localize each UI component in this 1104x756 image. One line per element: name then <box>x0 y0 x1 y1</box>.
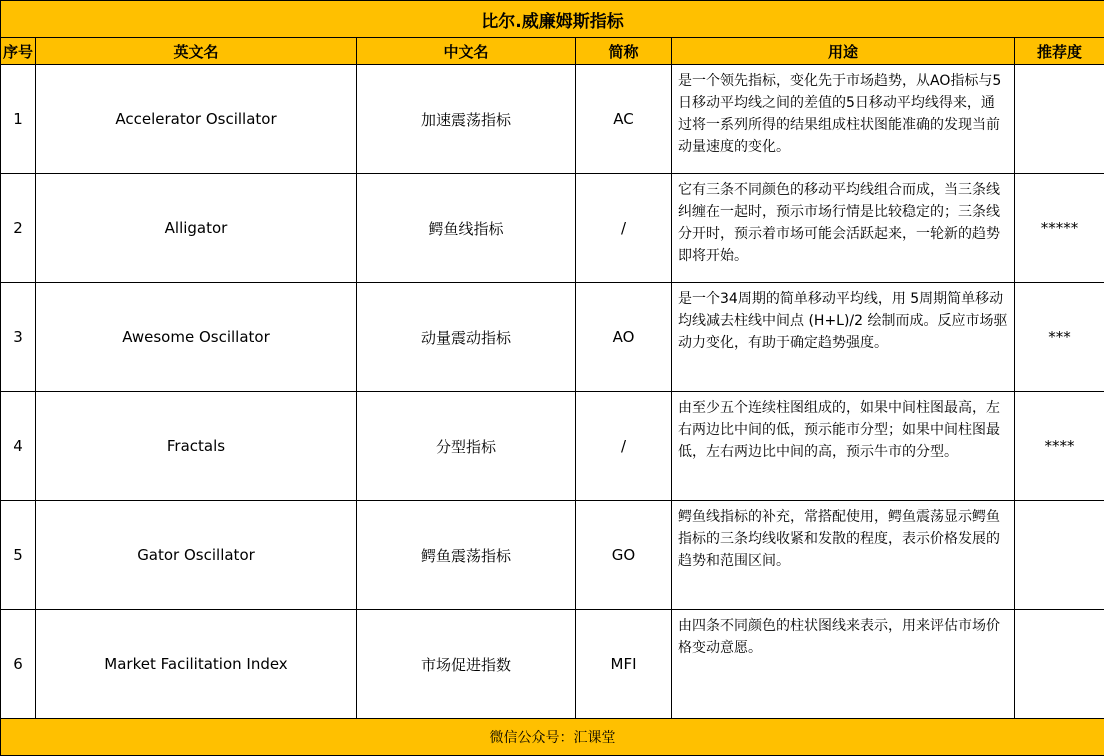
table-row <box>1 610 1104 719</box>
cell-chinese-name: 鳄鱼震荡指标 <box>357 501 576 610</box>
cell-rating: ***** <box>1015 174 1104 283</box>
cell-index: 4 <box>1 392 36 501</box>
cell-abbreviation: AO <box>576 283 672 392</box>
cell-usage: 由至少五个连续柱图组成的，如果中间柱图最高，左右两边比中间的低，预示能市分型；如果中间柱图最低，左右两边比中间的高，预示牛市的分型。 <box>672 392 1015 501</box>
cell-rating: *** <box>1015 283 1104 392</box>
cell-english-name: Fractals <box>36 392 357 501</box>
header-abbreviation: 简称 <box>576 38 672 65</box>
cell-abbreviation: / <box>576 392 672 501</box>
cell-rating <box>1015 65 1104 174</box>
cell-english-name: Alligator <box>36 174 357 283</box>
cell-index: 3 <box>1 283 36 392</box>
table-row <box>1 392 1104 501</box>
cell-chinese-name: 加速震荡指标 <box>357 65 576 174</box>
cell-english-name: Market Facilitation Index <box>36 610 357 719</box>
cell-index: 2 <box>1 174 36 283</box>
cell-english-name: Accelerator Oscillator <box>36 65 357 174</box>
cell-chinese-name: 市场促进指数 <box>357 610 576 719</box>
cell-rating <box>1015 610 1104 719</box>
cell-abbreviation: / <box>576 174 672 283</box>
cell-chinese-name: 鳄鱼线指标 <box>357 174 576 283</box>
table-row <box>1 283 1104 392</box>
table-row <box>1 501 1104 610</box>
cell-chinese-name: 分型指标 <box>357 392 576 501</box>
cell-index: 5 <box>1 501 36 610</box>
cell-usage: 鳄鱼线指标的补充，常搭配使用，鳄鱼震荡显示鳄鱼指标的三条均线收紧和发散的程度，表示价格发展的趋势和范围区间。 <box>672 501 1015 610</box>
header-row <box>1 38 1104 65</box>
header-english-name: 英文名 <box>36 38 357 65</box>
cell-index: 1 <box>1 65 36 174</box>
header-usage: 用途 <box>672 38 1015 65</box>
header-index: 序号 <box>1 38 36 65</box>
cell-usage: 是一个领先指标，变化先于市场趋势，从AO指标与5日移动平均线之间的差值的5日移动平均线得来，通过将一系列所得的结果组成柱状图能准确的发现当前动量速度的变化。 <box>672 65 1015 174</box>
cell-index: 6 <box>1 610 36 719</box>
table-row <box>1 174 1104 283</box>
header-rating: 推荐度 <box>1015 38 1104 65</box>
cell-abbreviation: MFI <box>576 610 672 719</box>
table-title: 比尔.威廉姆斯指标 <box>1 1 1104 38</box>
header-chinese-name: 中文名 <box>357 38 576 65</box>
cell-english-name: Awesome Oscillator <box>36 283 357 392</box>
cell-chinese-name: 动量震动指标 <box>357 283 576 392</box>
table-footer: 微信公众号：汇课堂 <box>1 719 1104 756</box>
cell-usage: 由四条不同颜色的柱状图线来表示，用来评估市场价格变动意愿。 <box>672 610 1015 719</box>
cell-rating: **** <box>1015 392 1104 501</box>
cell-abbreviation: AC <box>576 65 672 174</box>
cell-usage: 是一个34周期的简单移动平均线，用 5周期简单移动均线减去柱线中间点 (H+L)/2 绘制而成。反应市场驱动力变化，有助于确定趋势强度。 <box>672 283 1015 392</box>
cell-rating <box>1015 501 1104 610</box>
cell-english-name: Gator Oscillator <box>36 501 357 610</box>
cell-abbreviation: GO <box>576 501 672 610</box>
table-row <box>1 65 1104 174</box>
cell-usage: 它有三条不同颜色的移动平均线组合而成，当三条线纠缠在一起时，预示市场行情是比较稳定的；三条线分开时，预示着市场可能会活跃起来，一轮新的趋势即将开始。 <box>672 174 1015 283</box>
